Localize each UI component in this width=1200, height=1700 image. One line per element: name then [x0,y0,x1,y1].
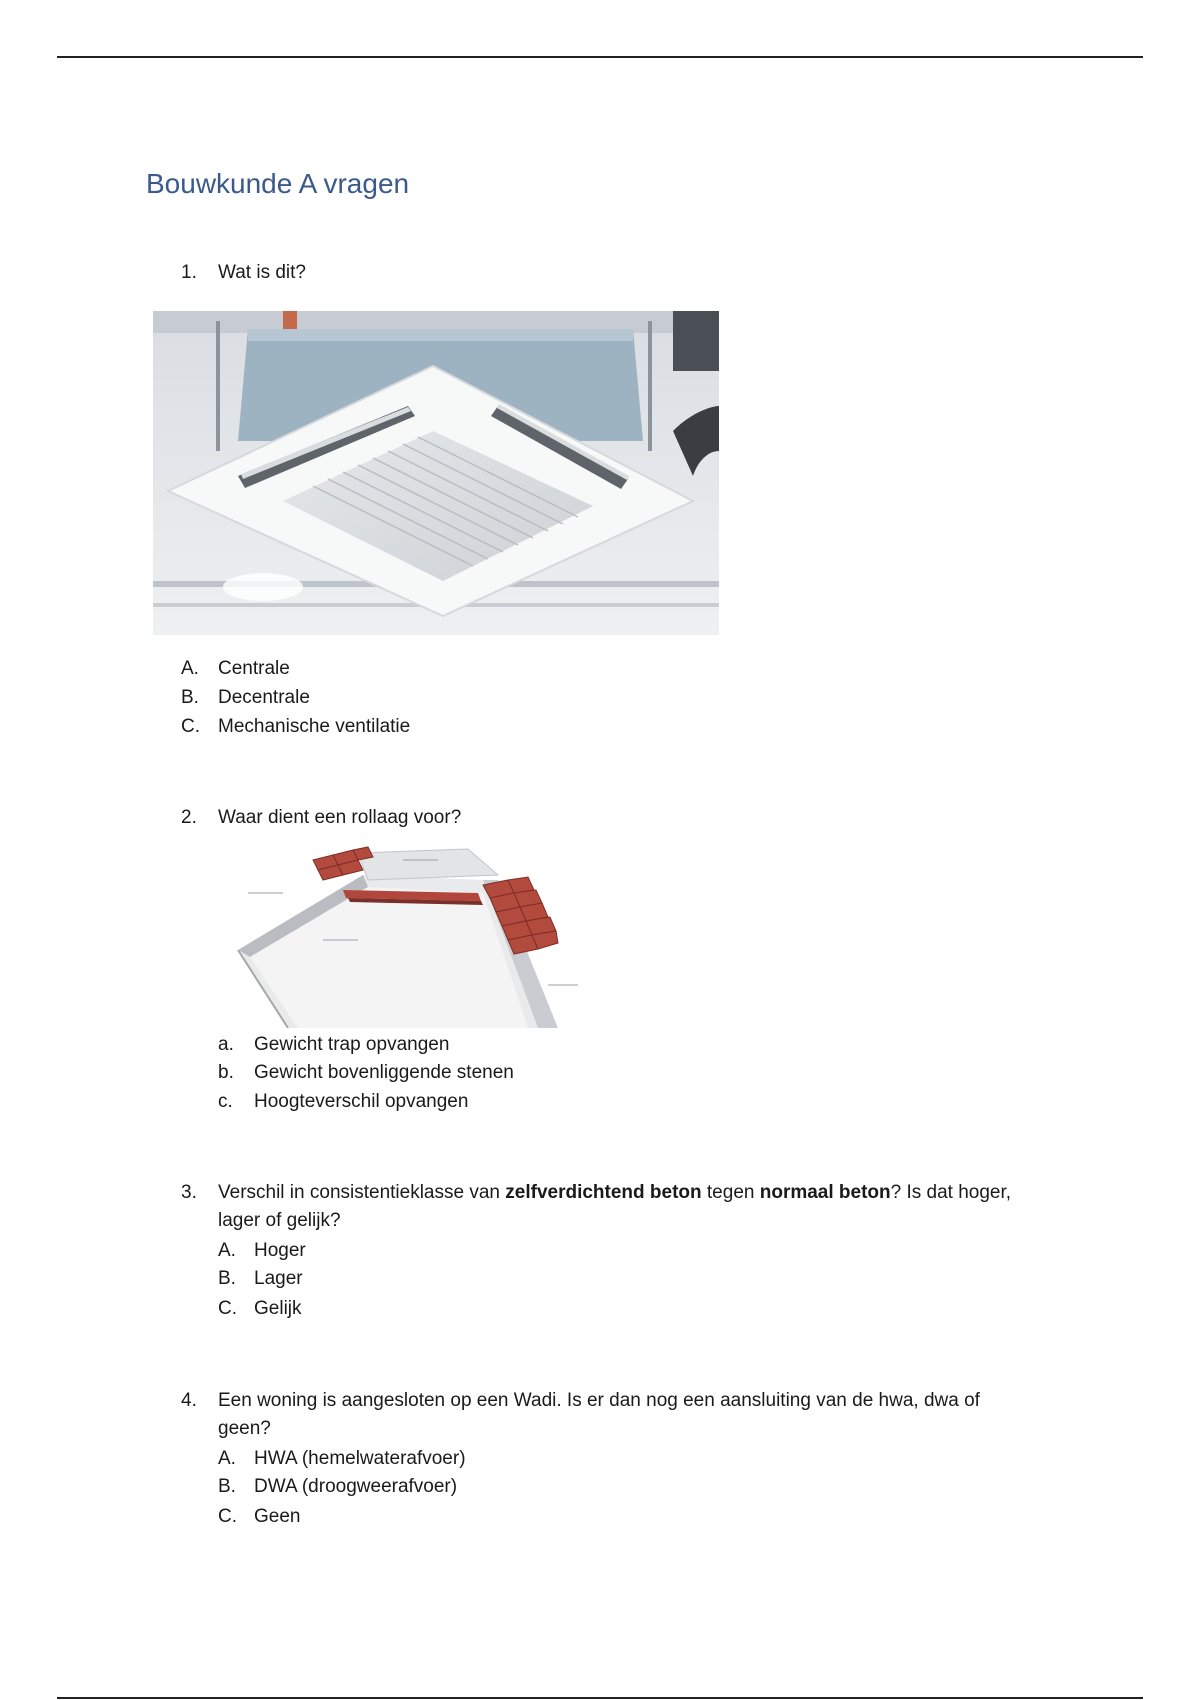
option-text: Gewicht trap opvangen [254,1034,450,1055]
question-text-bold: zelfverdichtend beton [505,1182,702,1203]
question-text: Een woning is aangesloten op een Wadi. Is er dan nog een aansluiting van de hwa, dwa of [218,1390,980,1411]
question-text [218,1183,1011,1202]
option-letter: A. [218,1240,236,1261]
option-text: Geen [254,1506,301,1527]
question-text-part: Verschil in consistentieklasse van [218,1182,506,1203]
question-text-part: ? Is dat hoger, [890,1182,1012,1203]
question-text: Wat is dit? [218,262,306,283]
question-text-bold: normaal beton [759,1182,891,1203]
option-text: Hoger [254,1240,306,1261]
option-letter: C. [218,1506,237,1527]
question-number: 4. [181,1390,197,1411]
bottom-rule [57,1697,1143,1699]
rollaag-diagram-figure [228,835,598,1028]
page-title: Bouwkunde A vragen [146,168,410,199]
question-text-line2: lager of gelijk? [218,1210,341,1231]
option-text: Mechanische ventilatie [218,716,411,737]
question-text-part: tegen [701,1182,760,1203]
option-letter: B. [181,687,199,708]
option-text: Gewicht bovenliggende stenen [254,1062,514,1083]
option-letter: a. [218,1034,234,1055]
option-letter: A. [181,658,199,679]
option-text: DWA (droogweerafvoer) [254,1476,458,1497]
option-letter: C. [218,1298,237,1319]
question-text: Waar dient een rollaag voor? [218,807,462,828]
option-letter: b. [218,1062,234,1083]
option-letter: B. [218,1268,236,1289]
option-text: Centrale [218,658,290,679]
option-letter: B. [218,1476,236,1497]
option-text: Hoogteverschil opvangen [254,1091,469,1112]
top-rule [57,56,1143,58]
option-letter: C. [181,716,200,737]
ceiling-cassette-figure [153,311,719,635]
option-text: Gelijk [254,1298,302,1319]
question-number: 3. [181,1182,197,1203]
option-text: Lager [254,1268,303,1289]
option-text: Decentrale [218,687,310,708]
option-letter: c. [218,1091,233,1112]
question-text-line2: geen? [218,1418,271,1439]
option-text: HWA (hemelwaterafvoer) [254,1448,466,1469]
question-number: 1. [181,262,197,283]
question-number: 2. [181,807,197,828]
option-letter: A. [218,1448,236,1469]
